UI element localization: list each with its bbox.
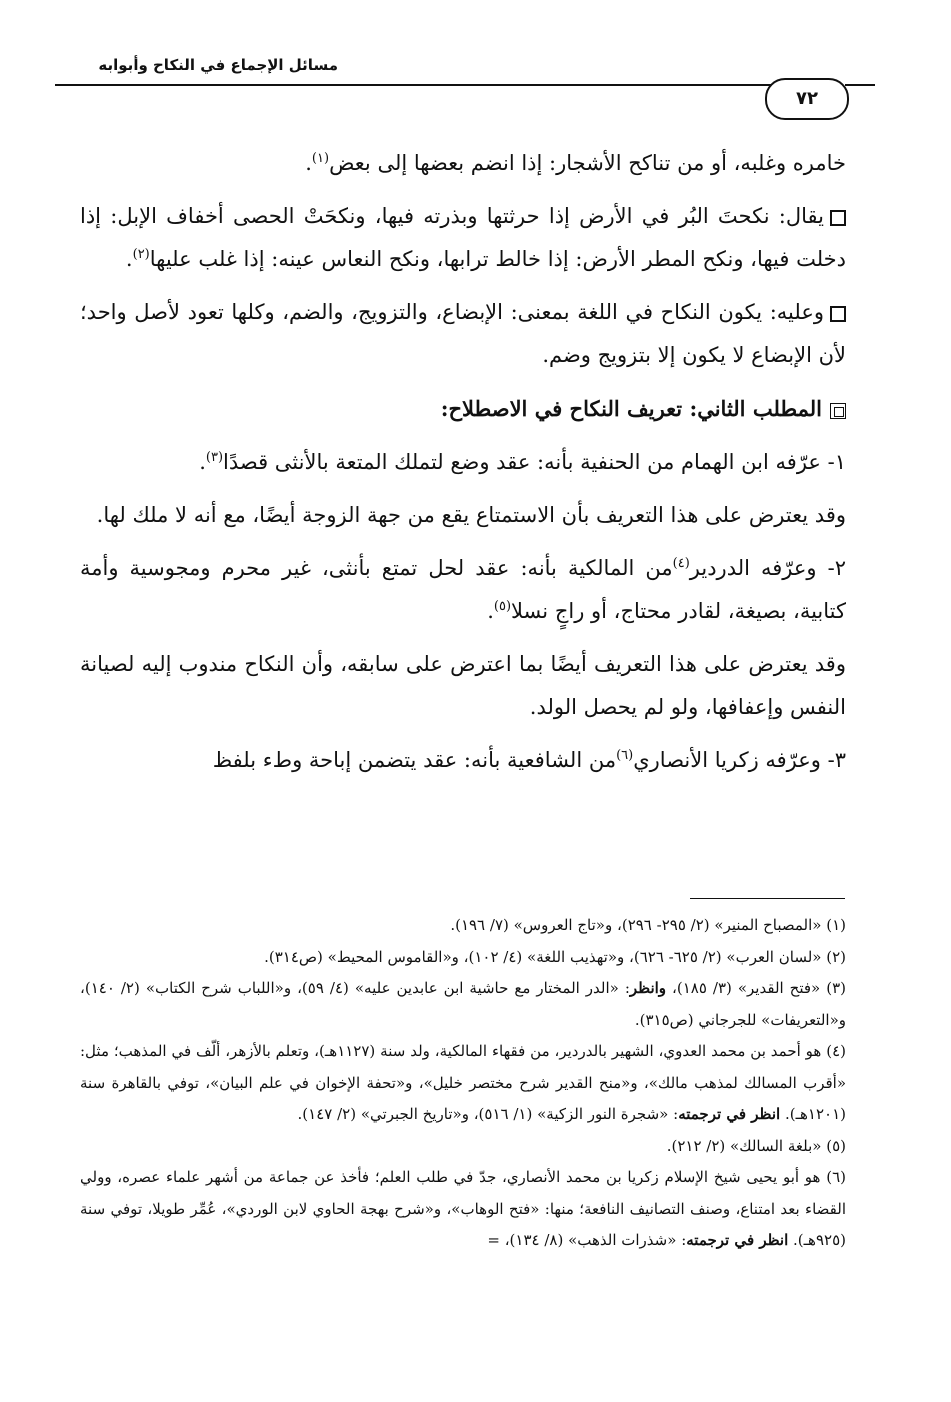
footnote-4-text-a: (٤) هو أحمد بن محمد العدوي، الشهير بالدردير، من فقهاء المالكية، ولد سنة (١١٢٧هـ)، وتعلم بالأزهر، ألّف في المذهب؛ مثل: «أقرب المسالك لمذهب مالك»، و«منح القدير شرح مختصر خليل»، و«تحفة الإخوان في علم البيان»، توفي بالقاهرة سنة (١٢٠١هـ). [80, 1042, 846, 1123]
footnote-6 [80, 1162, 846, 1257]
paragraph-6: ٢- وعرّفه الدردير$^{(٤)}$من المالكية بأنه: عقد لحل تمتع بأنثى، غير محرم ومجوسية وأمة كتابية، بصيغة، لقادر محتاج، أو راجٍ نسلا$^{(٥)}$. [80, 556, 846, 623]
footnote-ref-6: (٦) [616, 748, 634, 763]
footnote-6-see: انظر في ترجمته [686, 1231, 789, 1249]
footnote-ref-2: (٢) [132, 247, 150, 262]
footnote-3 [80, 973, 846, 1036]
section-heading-text: المطلب الثاني: تعريف النكاح في الاصطلاح: [440, 396, 822, 421]
footnote-4-see: انظر في ترجمته [678, 1105, 781, 1123]
paragraph-3-text: وعليه: يكون النكاح في اللغة بمعنى: الإبضاع، والتزويج، والضم، وكلها تعود لأصل واحد؛ لأن الإبضاع لا يكون إلا بتزويج وضم. [80, 300, 846, 367]
section-heading [80, 387, 846, 431]
footnote-5: (٥) «بلغة السالك» (٢/ ٢١٢). [666, 1136, 846, 1155]
paragraph-8-text-a: ٣- وعرّفه زكريا الأنصاري [633, 748, 846, 772]
header-rule [55, 84, 786, 86]
square-bullet-icon [830, 210, 846, 226]
paragraph-6-text-a: ٢- وعرّفه الدردير [689, 556, 846, 580]
paragraph-5-text: وقد يعترض على هذا التعريف بأن الاستمتاع يقع من جهة الزوجة أيضًا، مع أنه لا ملك لها. [96, 503, 846, 527]
paragraph-2: يقال: نكحتَ البُر في الأرض إذا حرثتها وبذرته فيها، ونكحَتْ الحصى أخفاف الإبل: إذا دخلت فيها، ونكح المطر الأرض: إذا خالط ترابها، ونكح النعاس عينه: إذا غلب عليها$^{(٢)}$. [80, 204, 846, 271]
footnote-ref-4: (٤) [672, 556, 690, 571]
paragraph-3 [80, 291, 846, 377]
section-heading-icon [830, 403, 846, 419]
paragraph-5 [80, 494, 846, 537]
footnote-4 [80, 1036, 846, 1131]
paragraph-6-text-b: من المالكية بأنه: عقد لحل تمتع بأنثى، غير محرم ومجوسية وأمة كتابية، بصيغة، لقادر محتاج، أو راجٍ نسلا [80, 556, 846, 623]
paragraph-7 [80, 643, 846, 729]
paragraph-8 [80, 739, 846, 782]
page-number-tail [845, 84, 875, 86]
footnote-6-text-a: (٦) هو أبو يحيى شيخ الإسلام زكريا بن محمد الأنصاري، جدّ في طلب العلم؛ فأخذ عن جماعة من أشهر علماء عصره، وولي القضاء بعد امتناع، وصنف التصانيف النافعة؛ منها: «فتح الوهاب»، و«شرح بهجة الحاوي لابن الوردي»، عُمِّر طويلا، توفي سنة (٩٢٥هـ). [80, 1168, 846, 1249]
footnote-ref-1: (١) [311, 151, 330, 166]
footnote-2: (٢) «لسان العرب» (٢/ ٦٢٥- ٦٢٦)، و«تهذيب اللغة» (٤/ ١٠٢)، و«القاموس المحيط» (ص٣١٤). [264, 947, 846, 966]
footnote-6-text-b: : «شذرات الذهب» (٨/ ١٣٤)، = [487, 1231, 687, 1249]
paragraph-4-text: ١- عرّفه ابن الهمام من الحنفية بأنه: عقد وضع لتملك المتعة بالأنثى قصدًا [223, 450, 846, 474]
footnote-ref-3: (٣) [205, 450, 224, 465]
paragraph-7-text: وقد يعترض على هذا التعريف أيضًا بما اعترض على سابقه، وأن النكاح مندوب إليه لصيانة النفس وإعفافها، ولو لم يحصل الولد. [80, 652, 846, 719]
footnote-4-text-b: : «شجرة النور الزكية» (١/ ٥١٦)، و«تاريخ الجبرتي» (٢/ ١٤٧). [297, 1105, 679, 1123]
footnote-3-text-a: (٣) «فتح القدير» (٣/ ١٨٥)، [666, 979, 846, 997]
paragraph-1-text: خامره وغلبه، أو من تناكح الأشجار: إذا انضم بعضها إلى بعض [329, 151, 846, 175]
main-text [80, 142, 846, 782]
footnote-3-text-b: : «الدر المختار مع حاشية ابن عابدين عليه» (٤/ ٥٩)، و«اللباب شرح الكتاب» (٢/ ١٤٠)، و«التعريفات» للجرجاني (ص٣١٥). [80, 979, 846, 1029]
footnotes [80, 910, 846, 1257]
footnote-separator [690, 898, 845, 899]
paragraph-4: ١- عرّفه ابن الهمام من الحنفية بأنه: عقد وضع لتملك المتعة بالأنثى قصدًا$^{(٣)}$. [199, 450, 846, 474]
footnote-3-see: وانظر [629, 979, 667, 997]
paragraph-1: خامره وغلبه، أو من تناكح الأشجار: إذا انضم بعضها إلى بعض$^{(١)}$. [305, 151, 846, 175]
footnote-1: (١) «المصباح المنير» (٢/ ٢٩٥- ٢٩٦)، و«تاج العروس» (٧/ ١٩٦). [450, 916, 846, 934]
paragraph-2-text: يقال: نكحتَ البُر في الأرض إذا حرثتها وبذرته فيها، ونكحَتْ الحصى أخفاف الإبل: إذا دخلت فيها، ونكح المطر الأرض: إذا خالط ترابها، ونكح النعاس عينه: إذا غلب عليها [80, 204, 846, 271]
paragraph-8-text-b: من الشافعية بأنه: عقد يتضمن إباحة وطء بلفظ [212, 748, 617, 772]
page-number: ٧٢ [765, 78, 849, 120]
square-bullet-icon [830, 306, 846, 322]
running-header-title: مسائل الإجماع في النكاح وأبوابه [98, 56, 338, 74]
footnote-ref-5: (٥) [493, 599, 512, 614]
